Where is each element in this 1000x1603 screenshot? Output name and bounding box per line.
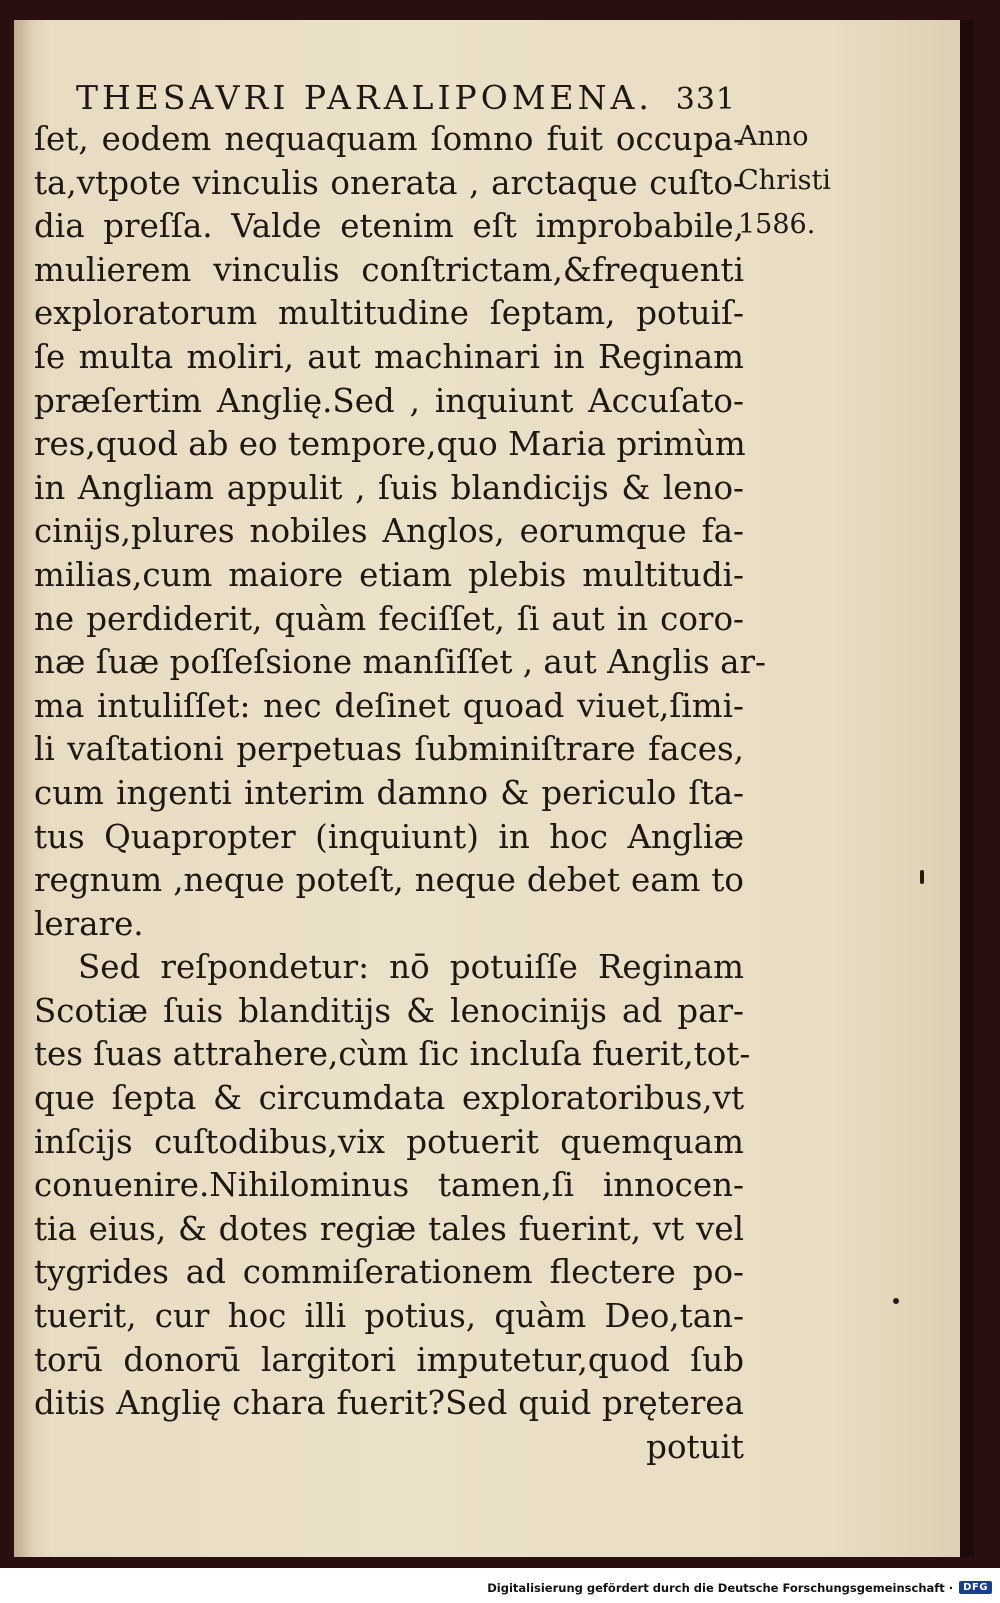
text-line: cinijs,plures nobiles Anglos, eorumque fa-	[34, 512, 744, 551]
text-line: li vaſtationi perpetuas ſubminiſtrare faces,	[34, 730, 744, 769]
text-line: mulierem vinculis conſtrictam,&frequenti	[34, 250, 744, 289]
margin-note	[738, 115, 848, 247]
paragraph-start-line: Sed reſpondetur: nō potuiſſe Reginam	[78, 948, 744, 987]
text-line: tygrides ad commiſerationem flectere po-	[34, 1253, 744, 1292]
text-line: tes ſuas attrahere,cùm ſic incluſa fuerit,tot-	[34, 1035, 751, 1074]
text-line: Scotiæ ſuis blanditijs & lenocinijs ad par-	[34, 991, 744, 1030]
dfg-logo-icon: DFG	[959, 1581, 992, 1594]
margin-note-line: 1586.	[738, 209, 816, 240]
text-line: ſet, eodem nequaquam ſomno fuit occupa-	[34, 120, 744, 158]
text-line: tus Quapropter (inquiunt) in hoc Angliæ	[34, 817, 744, 856]
margin-note-line: Christi	[738, 165, 831, 196]
page-gutter-shadow	[14, 20, 32, 1557]
text-line: in Angliam appulit , ſuis blandicijs & leno-	[34, 468, 744, 507]
text-line: ditis Anglię chara fuerit?Sed quid pręterea	[34, 1384, 744, 1423]
text-line: tuerit, cur hoc illi potius, quàm Deo,tan-	[34, 1297, 744, 1336]
text-line: res,quod ab eo tempore,quo Maria primùm	[34, 425, 746, 464]
text-line: inſcijs cuſtodibus,vix potuerit quemquam	[34, 1122, 744, 1161]
text-line: næ ſuæ poſſeſsione manſiſſet , aut Anglis ar-	[34, 643, 766, 682]
digitization-footer	[0, 1572, 1000, 1603]
running-title: THESAVRI PARALIPOMENA.	[76, 78, 653, 117]
text-line: que ſepta & circumdata exploratoribus,vt	[34, 1079, 744, 1118]
text-line: tia eius, & dotes regiæ tales fuerint, vt vel	[34, 1209, 744, 1248]
catchword: potuit	[646, 1427, 744, 1466]
text-line: præſertim Anglię.Sed , inquiunt Accuſato-	[34, 381, 744, 420]
text-line: conuenire.Nihilominus tamen,ſi innocen-	[34, 1166, 744, 1205]
text-line: milias,cum maiore etiam plebis multitudi-	[34, 555, 744, 594]
text-line: dia preſſa. Valde etenim eſt improbabile,	[34, 207, 744, 246]
text-line: lerare.	[34, 904, 144, 943]
text-line: ſe multa moliri, aut machinari in Reginam	[34, 337, 744, 376]
text-line: exploratorum multitudine ſeptam, potuiſ-	[34, 294, 744, 333]
text-line: ne perdiderit, quàm feciſſet, ſi aut in coro-	[34, 599, 744, 638]
page-number: 331	[675, 82, 736, 117]
text-line: torū donorū largitori imputetur,quod ſub	[34, 1340, 744, 1379]
text-line: ma intuliſſet: nec deſinet quoad viuet,ſimi-	[34, 686, 744, 725]
margin-note-line: Anno	[738, 121, 809, 152]
text-line: regnum ,neque poteſt, neque debet eam to	[34, 861, 744, 900]
body-text	[34, 118, 766, 1469]
text-line: cum ingenti interim damno & periculo ſta-	[34, 773, 744, 812]
page-blemish	[893, 1298, 899, 1304]
page-blemish	[920, 870, 924, 884]
page-header	[76, 78, 736, 118]
text-line: ta,vtpote vinculis onerata , arctaque cuſto-	[34, 163, 744, 202]
funding-credit: Digitalisierung gefördert durch die Deutsche Forschungsgemeinschaft ·	[487, 1580, 954, 1595]
